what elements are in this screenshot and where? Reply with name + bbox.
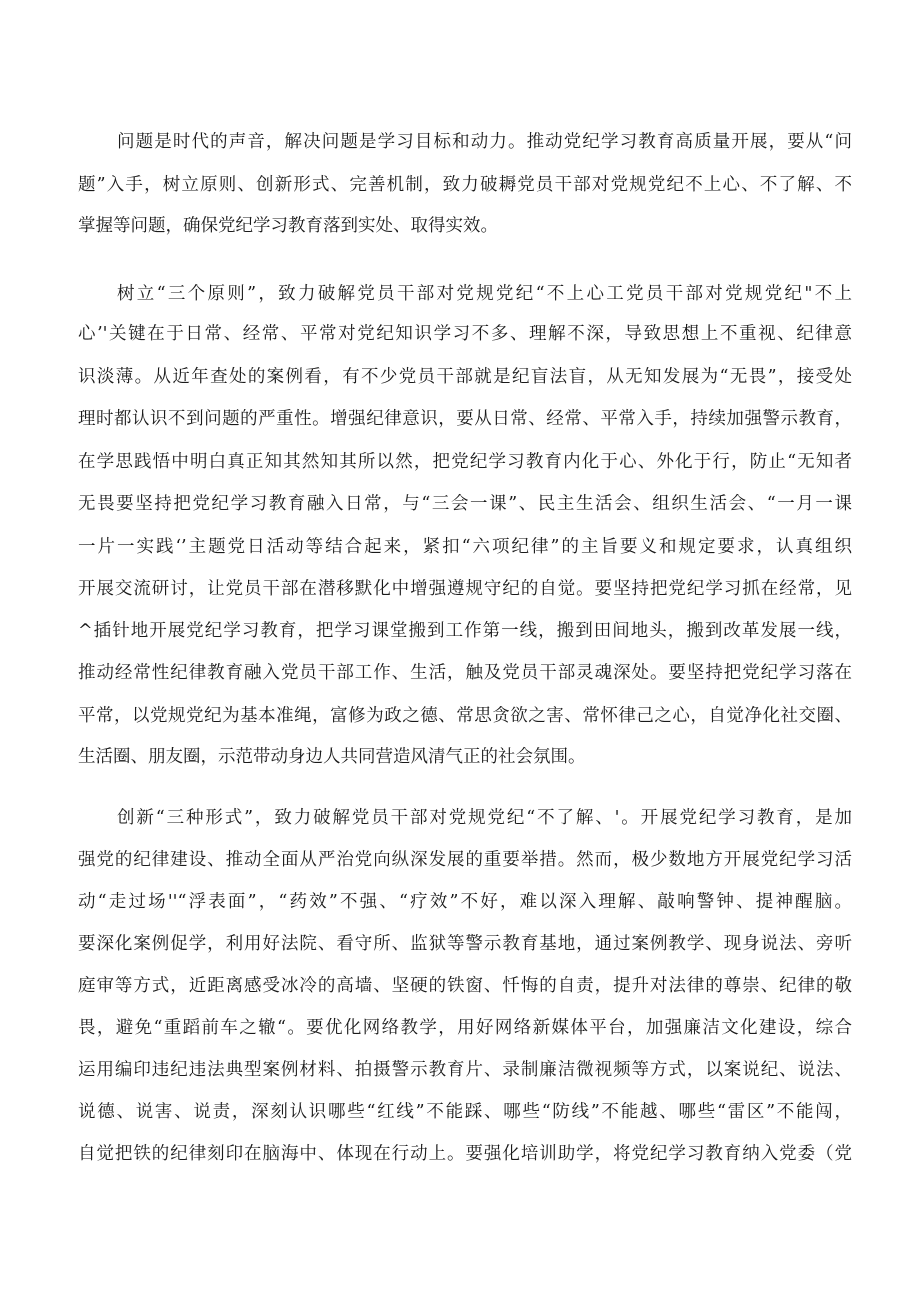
- paragraph-2-line-9: ^插针地开展党纪学习教育，把学习课堂搬到工作第一线，搬到田间地头，搬到改革发展一线，: [78, 621, 852, 641]
- paragraph-1-line-1: 问题是时代的声音，解决问题是学习目标和动力。推动党纪学习教育高质量开展，要从“问: [117, 132, 852, 152]
- paragraph-3-line-1: 创新“三种形式”，致力破解党员干部对党规党纪“不了解、'。开展党纪学习教育，是加: [117, 808, 852, 828]
- paragraph-1-line-3: 掌握等问题，确保党纪学习教育落到实处、取得实效。: [78, 216, 498, 236]
- paragraph-3-line-7: 运用编印违纪违法典型案例材料、拍摄警示教育片、录制廉洁微视频等方式，以案说纪、说法、: [78, 1060, 852, 1080]
- paragraph-3-line-2: 强党的纪律建设、推动全面从严治党向纵深发展的重要举措。然而，极少数地方开展党纪学习活: [78, 850, 852, 870]
- paragraph-3-line-6: 畏，避免“重蹈前车之辙“。要优化网络教学，用好网络新媒体平台，加强廉洁文化建设，综合: [78, 1018, 852, 1038]
- paragraph-1-line-2: 题”入手，树立原则、创新形式、完善机制，致力破耨党员干部对党规党纪不上心、不了解、不: [78, 175, 852, 195]
- paragraph-2-line-3: 识淡薄。从近年查处的案例看，有不少党员干部就是纪盲法盲，从无知发展为“无畏”，接受处: [78, 367, 852, 387]
- paragraph-2-line-11: 平常，以党规党纪为基本准绳，富修为政之德、常思贪欲之害、常怀律己之心，自觉净化社交圈、: [78, 706, 852, 726]
- paragraph-2-line-6: 无畏要坚持把党纪学习教育融入日常，与“三会一课”、民主生活会、组织生活会、“一月一课: [78, 494, 852, 514]
- paragraph-3-line-9: 自觉把铁的纪律刻印在脑海中、体现在行动上。要强化培训助学，将党纪学习教育纳入党委（党: [78, 1144, 852, 1164]
- paragraph-2-line-4: 理时都认识不到问题的严重性。增强纪律意识，要从日常、经常、平常入手，持续加强警示教育，: [78, 409, 852, 429]
- paragraph-2-line-12: 生活圈、朋友圈，示范带动身边人共同营造风清气正的社会氛围。: [78, 747, 586, 767]
- paragraph-3-line-5: 庭审等方式，近距离感受冰冷的高墙、坚硬的铁窗、忏悔的自责，提升对法律的尊崇、纪律的敬: [78, 976, 852, 996]
- paragraph-2-line-2: 心’'关键在于日常、经常、平常对党纪知识学习不多、理解不深，导致思想上不重视、纪律意: [78, 324, 852, 344]
- paragraph-2-line-5: 在学思践悟中明白真正知其然知其所以然，把党纪学习教育内化于心、外化于行，防止“无知者: [78, 452, 852, 472]
- paragraph-3-line-8: 说德、说害、说责，深刻认识哪些“红线”不能踩、哪些“防线”不能越、哪些“雷区”不能闯，: [78, 1102, 852, 1122]
- paragraph-2-line-1: 树立“三个原则”，致力破解党员干部对党规党纪“不上心工党员干部对党规党纪"不上: [117, 284, 852, 304]
- paragraph-2-line-10: 推动经常性纪律教育融入党员干部工作、生活，触及党员干部灵魂深处。要坚持把党纪学习落在: [78, 663, 852, 683]
- paragraph-2-line-7: 一片一实践‘’主题党日活动等结合起来，紧扣“六项纪律”的主旨要义和规定要求，认真组织: [78, 537, 852, 557]
- paragraph-3-line-4: 要深化案例促学，利用好法院、看守所、监狱等警示教育基地，通过案例教学、现身说法、旁听: [78, 934, 852, 954]
- paragraph-2-line-8: 开展交流研讨，让党员干部在潜移默化中增强遵规守纪的自觉。要坚持把党纪学习抓在经常，见: [78, 579, 852, 599]
- paragraph-3-line-3: 动“走过场''“浮表面”，“药效”不强、“疗效”不好，难以深入理解、敲响警钟、提神醒脑。: [78, 892, 852, 912]
